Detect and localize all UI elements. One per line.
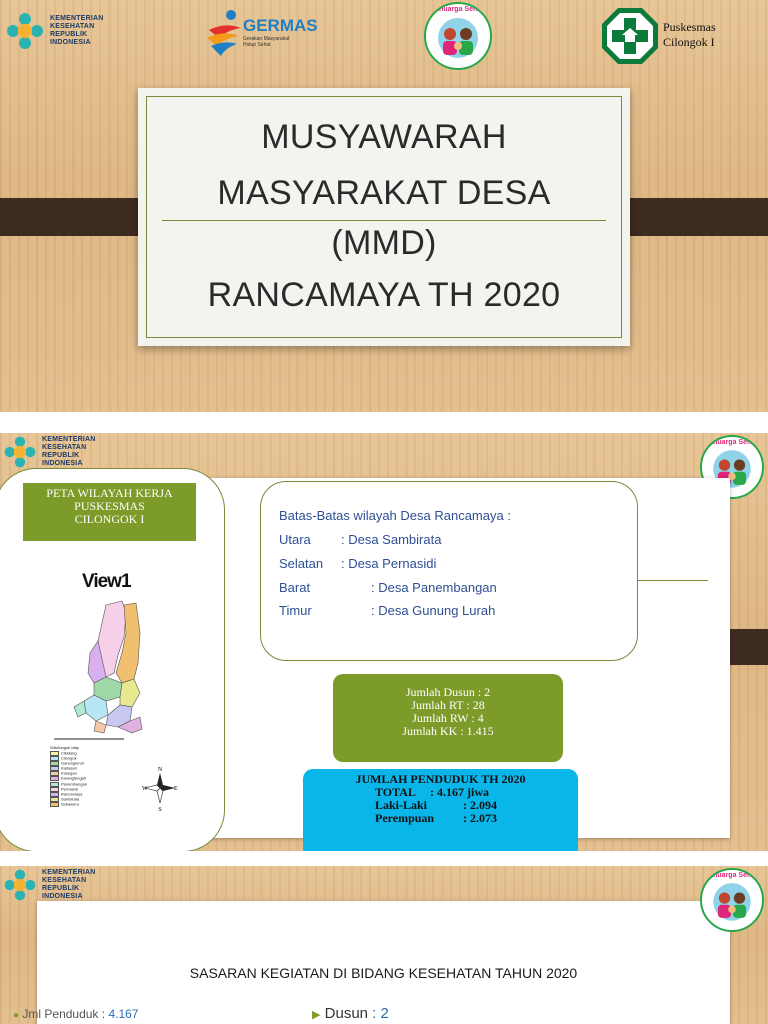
title-line-1: MUSYAWARAH xyxy=(261,118,507,156)
dusun-bullet-label: Dusun xyxy=(324,1005,368,1022)
kemenkes-logo-text: KEMENTERIAN KESEHATAN REPUBLIK INDONESIA xyxy=(50,15,104,46)
kemenkes-logo xyxy=(2,867,96,903)
legend-label: Karlasari xyxy=(61,765,77,771)
dusun-bullet-value: : 2 xyxy=(372,1005,389,1022)
map-legend-item xyxy=(50,802,87,807)
title-line-4: RANCAMAYA TH 2020 xyxy=(207,276,561,314)
jumlah-kk: Jumlah KK : 1.415 xyxy=(402,724,494,738)
map-legend xyxy=(50,746,87,807)
slide-gap xyxy=(0,851,768,866)
kemenkes-emblem-icon xyxy=(4,10,46,52)
kemenkes-emblem-icon xyxy=(2,867,38,903)
legend-label: Pernasidi xyxy=(61,786,78,792)
puskesmas-logo-icon xyxy=(600,6,660,66)
legend-label: Rancamaya xyxy=(61,791,83,797)
map-view-label: View1 xyxy=(82,571,131,592)
slide-sasaran xyxy=(0,866,768,1024)
legend-label: Cilongok xyxy=(61,755,77,761)
jumlah-rw: Jumlah RW : 4 xyxy=(412,711,484,725)
kemenkes-emblem-icon xyxy=(2,434,38,470)
bullet-arrow-icon: ▶ xyxy=(312,1009,321,1021)
penduduk-title: JUMLAH PENDUDUK TH 2020 xyxy=(355,772,526,786)
batas-timur-label: Timur xyxy=(279,603,312,618)
connector-line xyxy=(638,580,708,581)
penduduk-box xyxy=(303,769,578,851)
kemenkes-logo xyxy=(2,434,96,470)
compass-e-label: E xyxy=(174,786,178,792)
batas-selatan-value: : Desa Pernasidi xyxy=(341,556,437,571)
penduduk-laki-value: : 2.094 xyxy=(463,798,497,812)
batas-utara-value: : Desa Sambirata xyxy=(341,532,442,547)
keluarga-sehat-logo xyxy=(700,868,764,932)
puskesmas-name: Puskesmas Cilongok I xyxy=(663,20,716,49)
kemenkes-logo xyxy=(4,10,104,52)
keluarga-sehat-text: Keluarga Sehat xyxy=(432,6,484,13)
penduduk-total-row xyxy=(303,786,578,799)
legend-label: Panembangan xyxy=(61,781,88,787)
penduduk-perempuan-value: : 2.073 xyxy=(463,811,497,825)
germas-figure-icon xyxy=(205,8,245,58)
slide-title xyxy=(0,0,768,412)
penduduk-perempuan-row xyxy=(303,812,578,825)
compass-w-label: W xyxy=(142,786,148,792)
batas-wilayah-box xyxy=(260,481,638,661)
left-decor-bar xyxy=(0,198,155,236)
germas-logo xyxy=(205,8,318,56)
legend-label: Karangtengah xyxy=(61,775,87,781)
penduduk-bullet xyxy=(13,1007,138,1021)
penduduk-bullet-label: Jml Penduduk : xyxy=(22,1007,106,1021)
batas-barat-label: Barat xyxy=(279,580,311,595)
penduduk-perempuan-label: Perempuan xyxy=(375,811,435,825)
keluarga-sehat-text: Keluarga Sehat xyxy=(706,439,758,446)
jumlah-rt: Jumlah RT : 28 xyxy=(411,698,485,712)
right-decor-bar xyxy=(612,198,768,236)
legend-label: Sambirata xyxy=(61,796,80,802)
batas-utara-label: Utara xyxy=(279,532,311,547)
kemenkes-logo-text: KEMENTERIAN KESEHATAN REPUBLIK INDONESIA xyxy=(42,869,96,900)
legend-swatch xyxy=(50,802,59,807)
legend-label: Kasegan xyxy=(61,770,77,776)
family-icon xyxy=(426,4,490,68)
map-legend-items xyxy=(50,751,87,808)
compass-n-label: N xyxy=(157,767,163,773)
penduduk-bullet-value: 4.167 xyxy=(108,1007,139,1021)
peta-title-box: PETA WILAYAH KERJA PUSKESMAS CILONGOK I xyxy=(23,483,196,541)
legend-label: Cikidang xyxy=(61,750,77,756)
title-line-3: (MMD) xyxy=(331,224,437,262)
district-map-icon xyxy=(44,593,194,756)
germas-logo-name: GERMAS xyxy=(243,16,318,35)
compass-rose-icon xyxy=(140,763,180,813)
keluarga-sehat-text: Keluarga Sehat xyxy=(706,872,758,879)
sasaran-title: SASARAN KEGIATAN DI BIDANG KESEHATAN TAHUN 2020 xyxy=(189,965,578,981)
compass-s-label: S xyxy=(158,807,162,813)
map-legend-title: Wilcilongok Ialtp xyxy=(50,745,79,750)
germas-logo-subtitle: Gerakan Masyarakat Hidup Sehat xyxy=(243,36,290,48)
batas-selatan-label: Selatan xyxy=(279,556,324,571)
dusun-bullet xyxy=(312,1005,389,1022)
kemenkes-logo-text: KEMENTERIAN KESEHATAN REPUBLIK INDONESIA xyxy=(42,436,96,467)
jumlah-box xyxy=(333,674,563,762)
slide-wilayah xyxy=(0,433,768,851)
bullet-dot-icon: ● xyxy=(13,1010,20,1021)
penduduk-total-value: : 4.167 jiwa xyxy=(430,785,489,799)
keluarga-sehat-logo xyxy=(424,2,492,70)
family-icon xyxy=(702,870,762,930)
penduduk-total-label: TOTAL xyxy=(375,785,416,799)
batas-timur-value: : Desa Gunung Lurah xyxy=(371,603,496,618)
batas-barat-value: : Desa Panembangan xyxy=(371,580,497,595)
legend-label: Ganungluruh xyxy=(61,760,85,766)
jumlah-dusun: Jumlah Dusun : 2 xyxy=(405,685,491,699)
title-divider xyxy=(162,220,606,221)
title-line-2: MASYARAKAT DESA xyxy=(217,174,551,212)
penduduk-laki-row xyxy=(303,799,578,812)
batas-heading: Batas-Batas wilayah Desa Rancamaya : xyxy=(279,508,511,523)
legend-label: Sokawera xyxy=(61,801,79,807)
slide-gap xyxy=(0,412,768,433)
penduduk-laki-label: Laki-Laki xyxy=(375,798,428,812)
title-card xyxy=(138,88,630,346)
